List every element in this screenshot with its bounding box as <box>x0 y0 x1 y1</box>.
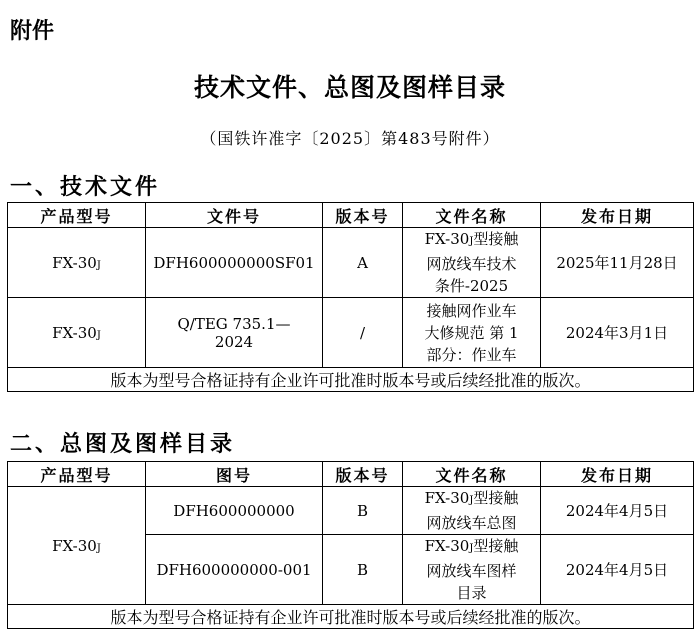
name-line: 条件-2025 <box>434 277 509 295</box>
document-name-cell <box>403 228 541 298</box>
doc-number-line: Q/TEG 735.1— <box>177 314 291 333</box>
table-note: 版本为型号合格证持有企业许可批准时版本号或后续经批准的版次。 <box>8 368 694 392</box>
note-row <box>8 605 694 629</box>
product-model-cell <box>8 298 146 368</box>
release-date-cell: 2024年4月5日 <box>541 487 694 535</box>
product-model-cell <box>8 228 146 298</box>
header-document-number: 文件号 <box>146 203 323 228</box>
document-number-cell <box>146 298 323 368</box>
version-cell: A <box>323 228 403 298</box>
table-row <box>8 228 694 298</box>
name-line: FX-30J型接触 <box>424 489 519 507</box>
table-header-row <box>8 462 694 487</box>
version-cell: B <box>323 535 403 605</box>
drawings-catalog-table <box>7 461 694 629</box>
note-row <box>8 368 694 392</box>
name-line: 网放线车总图 <box>426 514 517 532</box>
name-line: 部分：作业车 <box>426 345 517 364</box>
version-cell: / <box>323 298 403 368</box>
name-line: 网放线车图样 <box>426 562 517 580</box>
drawing-number-cell: DFH600000000 <box>146 487 323 535</box>
version-cell: B <box>323 487 403 535</box>
name-line: 大修规范 第 1 <box>424 323 519 342</box>
release-date-cell: 2025年11月28日 <box>541 228 694 298</box>
section-2-heading: 二、总图及图样目录 <box>10 432 236 457</box>
model-text: FX-30J <box>52 323 101 342</box>
header-document-name: 文件名称 <box>403 462 541 487</box>
drawing-number-cell: DFH600000000-001 <box>146 535 323 605</box>
table-row <box>8 298 694 368</box>
document-name-cell <box>403 535 541 605</box>
document-title: 技术文件、总图及图样目录 <box>193 73 506 102</box>
name-line: 接触网作业车 <box>426 301 517 320</box>
document-name-cell <box>403 298 541 368</box>
document-name-cell <box>403 487 541 535</box>
name-line: 网放线车技术 <box>426 255 517 273</box>
table-note: 版本为型号合格证持有企业许可批准时版本号或后续经批准的版次。 <box>8 605 694 629</box>
document-subtitle: （国铁许准字〔2025〕第483号附件） <box>200 129 500 148</box>
header-release-date: 发布日期 <box>541 203 694 228</box>
header-release-date: 发布日期 <box>541 462 694 487</box>
table-header-row <box>8 203 694 228</box>
header-product-model: 产品型号 <box>8 462 146 487</box>
table-row <box>8 487 694 535</box>
name-line: FX-30J型接触 <box>424 230 519 248</box>
header-document-name: 文件名称 <box>403 203 541 228</box>
attachment-label: 附件 <box>10 19 55 44</box>
technical-documents-table <box>7 202 694 392</box>
release-date-cell: 2024年3月1日 <box>541 298 694 368</box>
document-number-cell: DFH600000000SF01 <box>146 228 323 298</box>
header-version: 版本号 <box>323 203 403 228</box>
name-line: 目录 <box>456 584 487 602</box>
release-date-cell: 2024年4月5日 <box>541 535 694 605</box>
model-text: FX-30J <box>52 536 101 555</box>
name-line: FX-30J型接触 <box>424 537 519 555</box>
section-1-heading: 一、技术文件 <box>10 175 161 200</box>
header-product-model: 产品型号 <box>8 203 146 228</box>
model-text: FX-30J <box>52 253 101 272</box>
header-version: 版本号 <box>323 462 403 487</box>
doc-number-line: 2024 <box>214 332 254 351</box>
product-model-cell <box>8 487 146 605</box>
header-drawing-number: 图号 <box>146 462 323 487</box>
